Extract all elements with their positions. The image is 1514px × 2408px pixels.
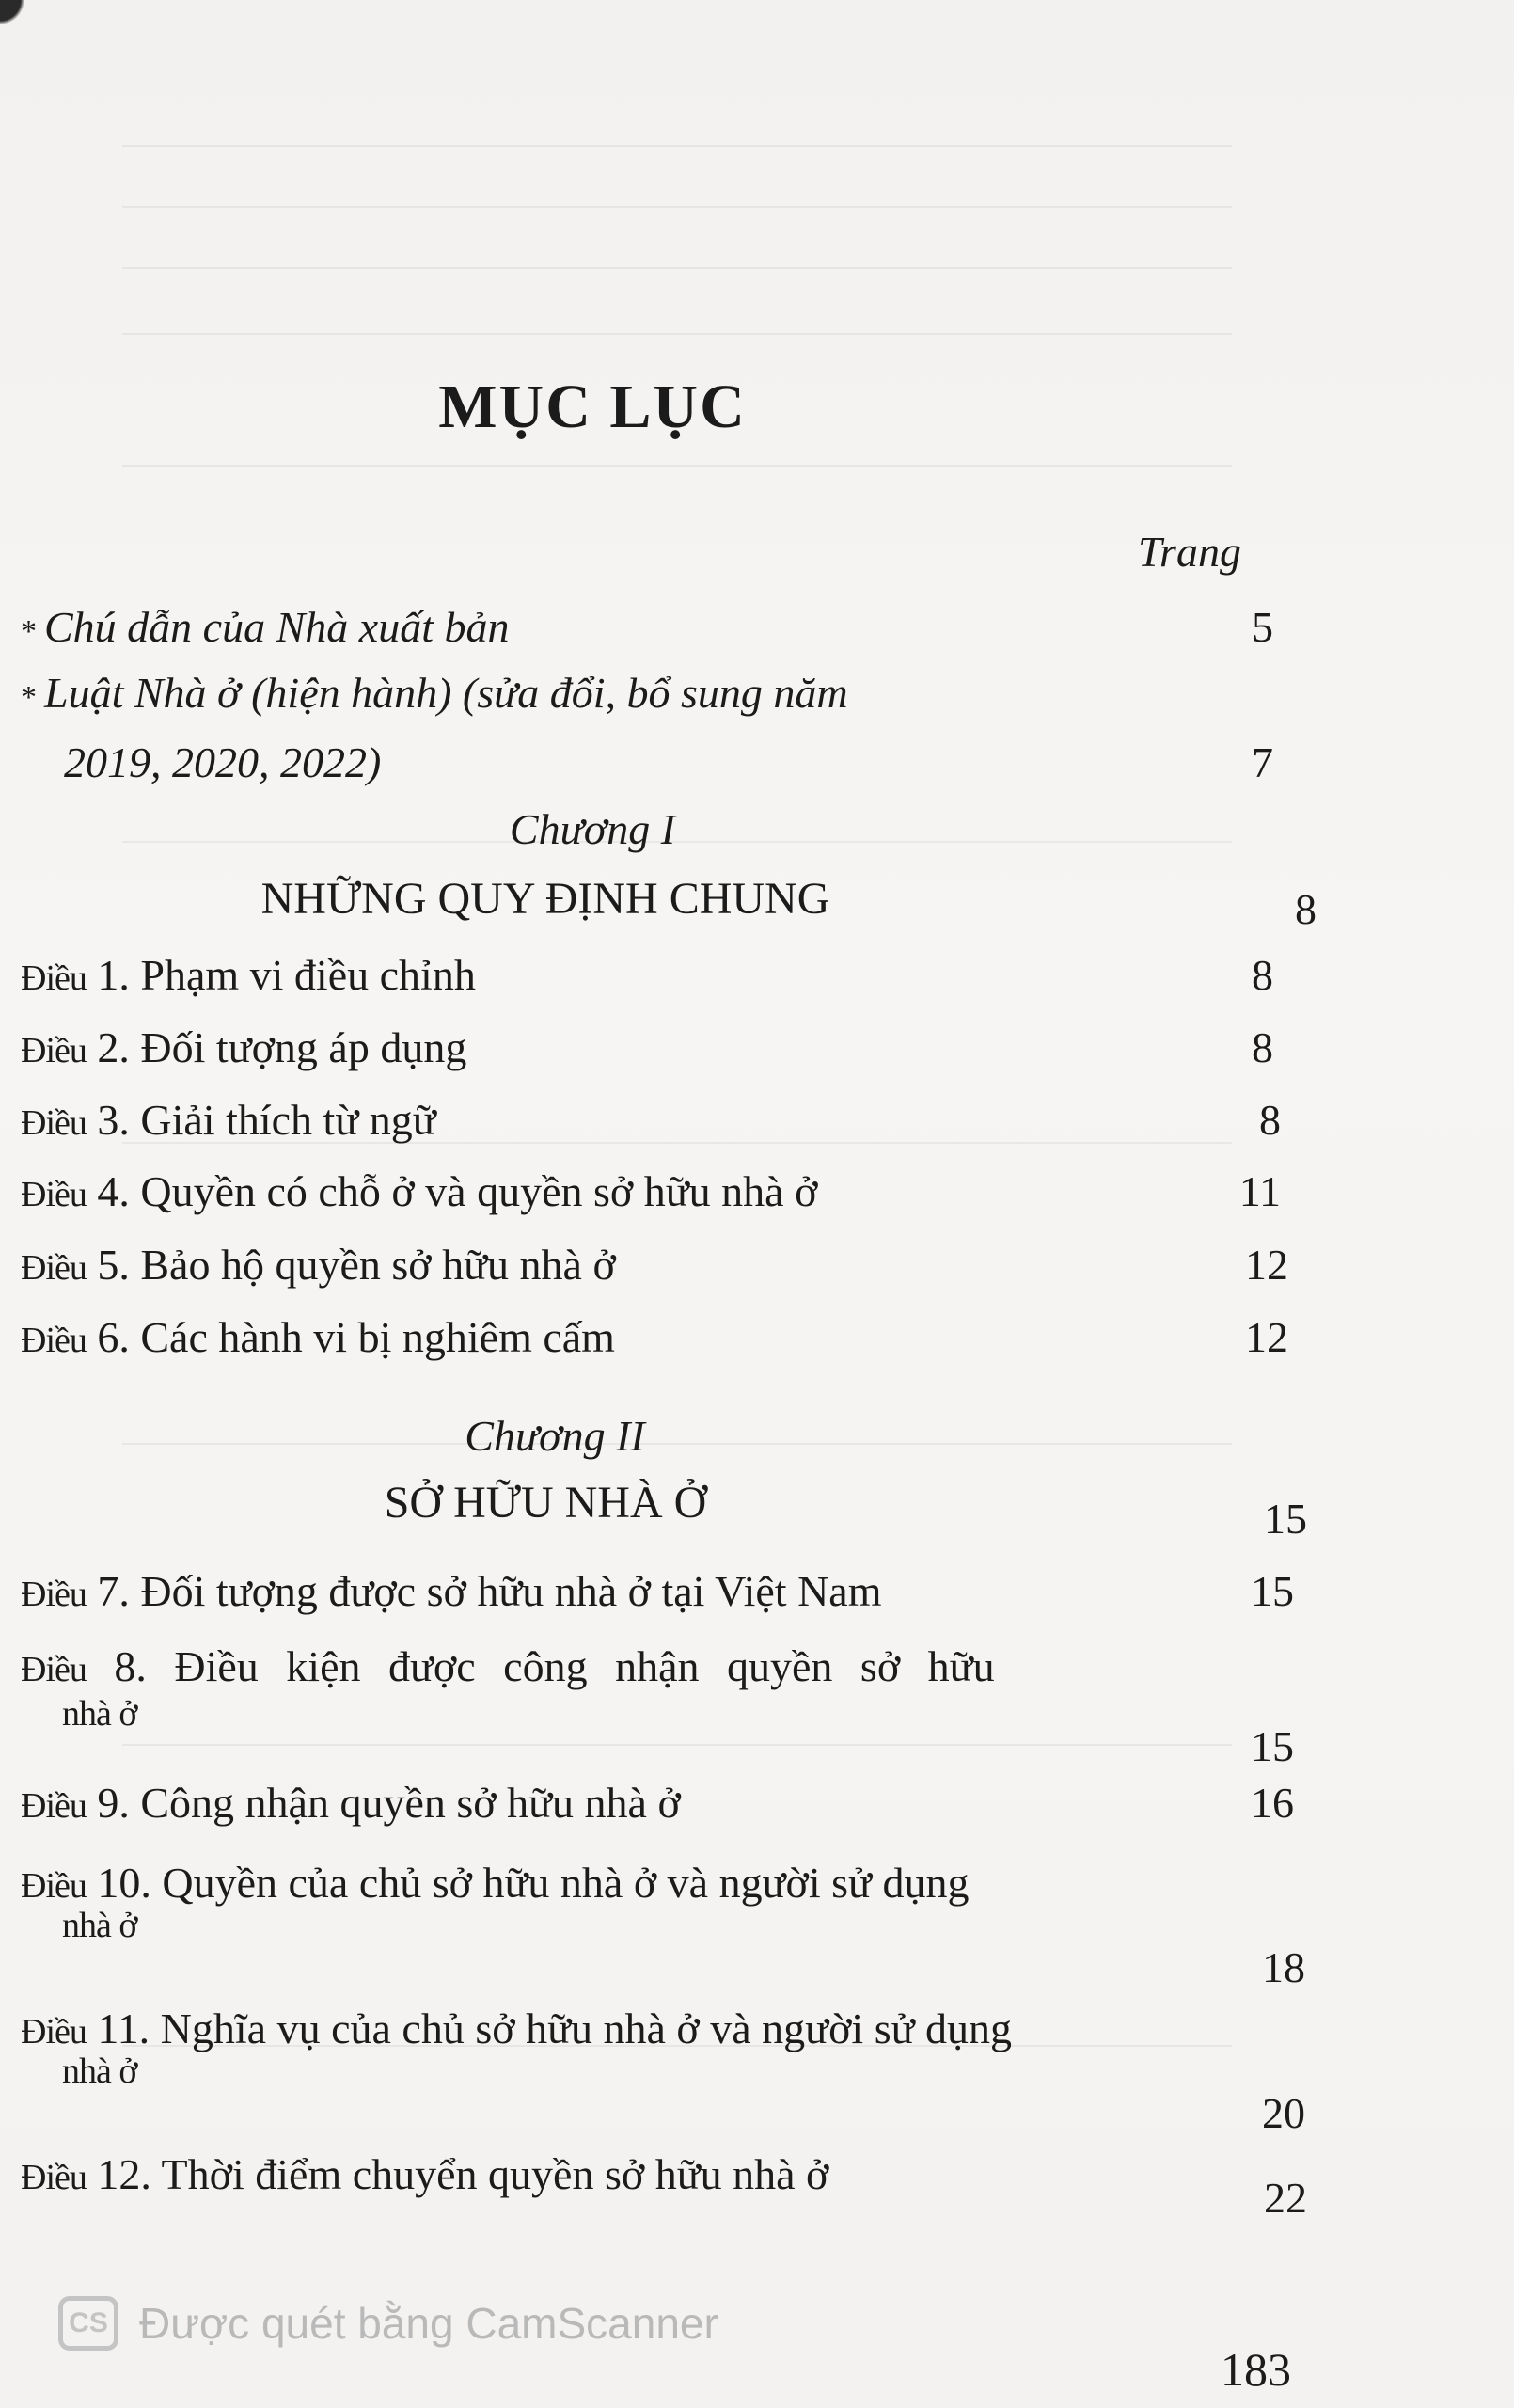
toc-entry-label: nhà ở — [62, 2052, 137, 2091]
article-prefix: Điều — [21, 1175, 87, 1214]
bleed-through-line — [122, 263, 1232, 273]
toc-entry-page-row — [0, 1721, 1317, 1778]
camscanner-logo-icon: CS — [58, 2296, 118, 2351]
toc-entry-label: 12. Thời điểm chuyển quyền sở hữu nhà ở — [97, 2150, 829, 2198]
toc-entry-label: 1. Phạm vi điều chỉnh — [97, 951, 476, 999]
article-prefix: Điều — [21, 1248, 87, 1288]
toc-entry-label: Luật Nhà ở (hiện hành) (sửa đổi, bổ sung năm — [44, 669, 848, 717]
toc-entry-page: 12 — [1245, 1313, 1288, 1361]
toc-entry-label: 11. Nghĩa vụ của chủ sở hữu nhà ở và người sử dụng — [97, 2004, 1013, 2052]
toc-entry-label: 8. Điều kiện được công nhận quyền sở hữu — [114, 1642, 995, 1690]
asterisk-icon: * — [21, 680, 37, 715]
bleed-through-line — [122, 202, 1232, 212]
toc-entry-page: 22 — [1264, 2174, 1307, 2222]
article-prefix: Điều — [21, 1575, 87, 1614]
toc-entry-page: 8 — [1252, 951, 1273, 999]
toc-entry — [0, 1778, 1317, 1834]
toc-entry — [0, 668, 1317, 724]
article-prefix: Điều — [21, 1031, 87, 1070]
page-title: MỤC LỤC — [438, 372, 747, 441]
chapter-page: 8 — [1295, 885, 1317, 933]
toc-entry-label: nhà ở — [62, 1694, 137, 1734]
toc-entry — [0, 1166, 1317, 1223]
toc-entry — [0, 1240, 1317, 1296]
toc-entry-label: 4. Quyền có chỗ ở và quyền sở hữu nhà ở — [97, 1167, 818, 1215]
article-prefix: Điều — [21, 2012, 87, 2052]
toc-entry-label: Chú dẫn của Nhà xuất bản — [44, 603, 510, 651]
toc-entry-label: nhà ở — [62, 1906, 137, 1945]
toc-entry — [0, 1022, 1317, 1079]
toc-entry-page: 8 — [1252, 1023, 1273, 1071]
toc-entry-page: 15 — [1251, 1722, 1294, 1770]
toc-entry-page-row — [0, 2088, 1317, 2145]
article-prefix: Điều — [21, 1866, 87, 1906]
chapter-title: NHỮNG QUY ĐỊNH CHUNG — [260, 874, 830, 924]
article-prefix: Điều — [21, 1786, 87, 1826]
toc-entry-page: 11 — [1238, 1167, 1281, 1215]
article-prefix: Điều — [21, 1650, 87, 1689]
toc-entry — [0, 1641, 1317, 1698]
toc-entry-page: 7 — [1252, 738, 1273, 786]
article-prefix: Điều — [21, 1321, 87, 1360]
page-column-header: Trang — [1138, 528, 1241, 576]
toc-entry-label: 5. Bảo hộ quyền sở hữu nhà ở — [97, 1241, 616, 1289]
article-prefix: Điều — [21, 958, 87, 998]
toc-entry-label: 7. Đối tượng được sở hữu nhà ở tại Việt Nam — [97, 1567, 882, 1615]
toc-entry — [0, 1312, 1317, 1369]
bleed-through-line — [122, 461, 1232, 470]
chapter-title: SỞ HỮU NHÀ Ở — [384, 1478, 707, 1528]
toc-entry-page: 8 — [1259, 1096, 1281, 1144]
toc-entry-page: 12 — [1245, 1241, 1288, 1289]
toc-entry-continuation — [0, 737, 1317, 794]
toc-entry-label: 9. Công nhận quyền sở hữu nhà ở — [97, 1779, 681, 1827]
chapter-page: 15 — [1264, 1495, 1307, 1543]
bleed-through-line — [122, 141, 1232, 150]
toc-entry-page: 18 — [1262, 1943, 1305, 1991]
toc-entry — [0, 950, 1317, 1006]
article-prefix: Điều — [21, 2158, 87, 2197]
asterisk-icon: * — [21, 614, 37, 649]
toc-entry — [0, 2149, 1317, 2222]
toc-entry-label: 3. Giải thích từ ngữ — [97, 1096, 436, 1144]
page-corner-shadow — [0, 0, 38, 38]
chapter-label: Chương II — [465, 1412, 645, 1460]
toc-entry — [0, 1095, 1317, 1151]
toc-entry — [0, 1566, 1317, 1623]
toc-entry-page: 15 — [1251, 1567, 1294, 1615]
toc-entry-page: 5 — [1252, 603, 1273, 651]
chapter-label: Chương I — [509, 805, 676, 853]
camscanner-watermark — [58, 2290, 718, 2356]
toc-entry-label: 2019, 2020, 2022) — [64, 738, 382, 786]
toc-entry-page: 20 — [1262, 2089, 1305, 2137]
toc-entry-label: 10. Quyền của chủ sở hữu nhà ở và người sử dụng — [97, 1859, 970, 1907]
toc-entry-label: 6. Các hành vi bị nghiêm cấm — [97, 1313, 615, 1361]
page-number: 183 — [1221, 2343, 1291, 2396]
toc-entry-label: 2. Đối tượng áp dụng — [97, 1023, 467, 1071]
toc-entry-page-row — [0, 1942, 1317, 1999]
article-prefix: Điều — [21, 1103, 87, 1143]
toc-entry-page: 16 — [1251, 1779, 1294, 1827]
toc-entry — [0, 602, 1317, 658]
watermark-text: Được quét bằng CamScanner — [139, 2299, 718, 2348]
bleed-through-line — [122, 329, 1232, 339]
